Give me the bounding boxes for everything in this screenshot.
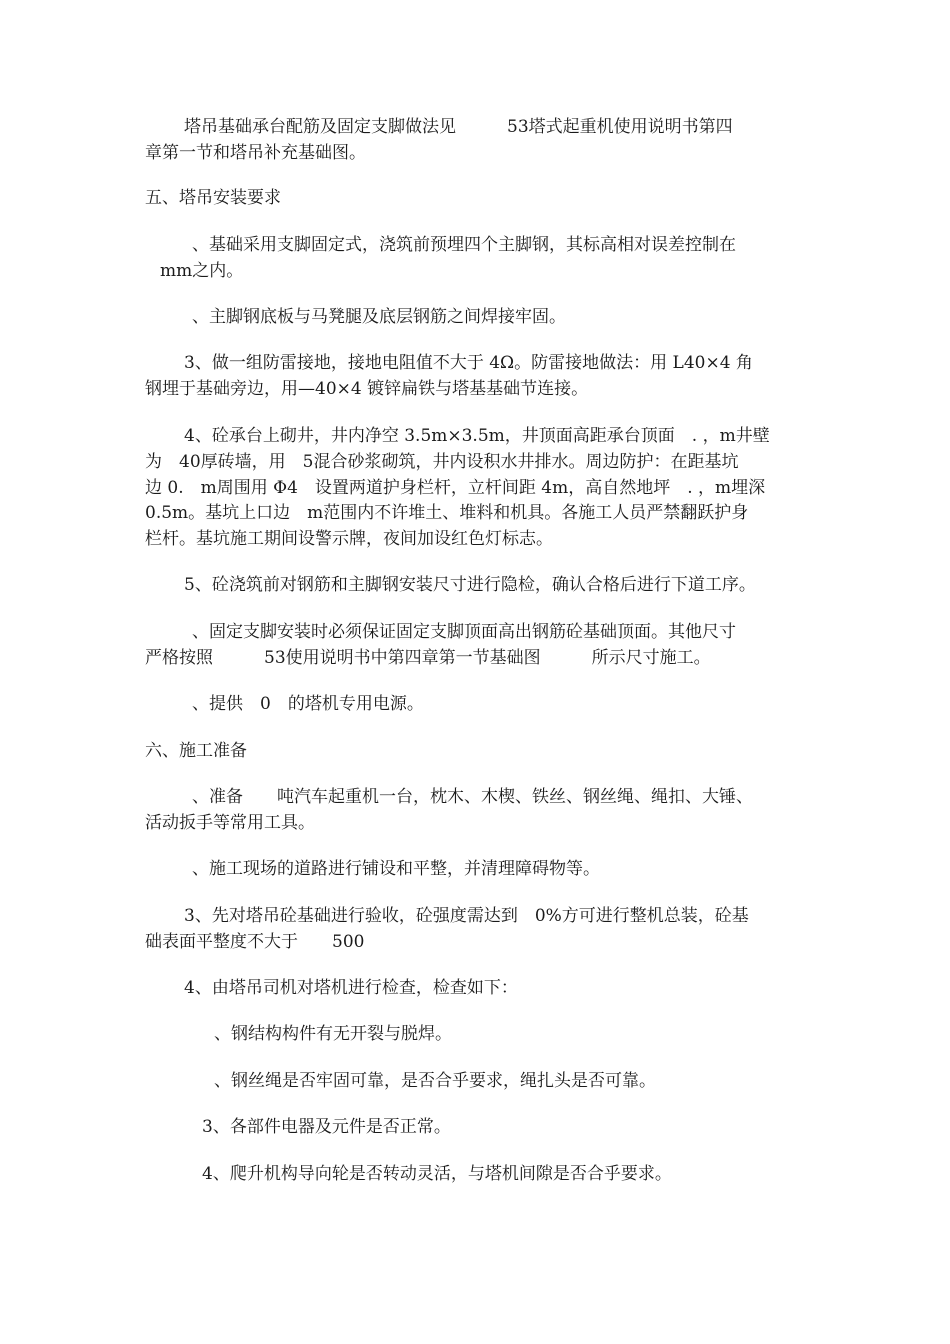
- text-line: 、准备 吨汽车起重机一台，枕木、木楔、铁丝、钢丝绳、绳扣、大锤、: [192, 787, 753, 807]
- section-heading: 六、施工准备: [145, 741, 247, 761]
- text-line: 4、爬升机构导向轮是否转动灵活，与塔机间隙是否合乎要求。: [202, 1164, 672, 1184]
- text-line: 塔吊基础承台配筋及固定支脚做法见 53塔式起重机使用说明书第四: [184, 117, 733, 137]
- text-line: 章第一节和塔吊补充基础图。: [145, 143, 366, 163]
- text-line: 、基础采用支脚固定式，浇筑前预埋四个主脚钢，其标高相对误差控制在: [192, 235, 736, 255]
- text-line: 5、砼浇筑前对钢筋和主脚钢安装尺寸进行隐检，确认合格后进行下道工序。: [184, 575, 756, 595]
- text-line: 、钢结构构件有无开裂与脱焊。: [214, 1024, 452, 1044]
- text-line: 、固定支脚安装时必须保证固定支脚顶面高出钢筋砼基础顶面。其他尺寸: [192, 622, 736, 642]
- text-line: 活动扳手等常用工具。: [145, 813, 315, 833]
- text-line: 0.5m。基坑上口边 m范围内不许堆土、堆料和机具。各施工人员严禁翻跃护身: [145, 503, 749, 523]
- text-line: 边 0. m周围用 Φ4 设置两道护身栏杆，立杆间距 4m，高自然地坪 . ，m埋深: [145, 478, 766, 498]
- text-line: 、主脚钢底板与马凳腿及底层钢筋之间焊接牢固。: [192, 307, 566, 327]
- section-heading: 五、塔吊安装要求: [145, 188, 281, 208]
- text-line: 、钢丝绳是否牢固可靠，是否合乎要求，绳扎头是否可靠。: [214, 1071, 656, 1091]
- text-line: 础表面平整度不大于 500: [145, 932, 365, 952]
- text-line: 钢埋于基础旁边，用—40×4 镀锌扁铁与塔基基础节连接。: [145, 379, 589, 399]
- text-line: 严格按照 53使用说明书中第四章第一节基础图 所示尺寸施工。: [145, 648, 711, 668]
- text-line: 4、由塔吊司机对塔机进行检查，检查如下：: [184, 978, 518, 998]
- text-line: 3、各部件电器及元件是否正常。: [202, 1117, 451, 1137]
- text-line: 、施工现场的道路进行铺设和平整，并清理障碍物等。: [192, 859, 600, 879]
- text-line: 3、做一组防雷接地，接地电阻值不大于 4Ω。防雷接地做法：用 L40×4 角: [184, 353, 753, 373]
- text-line: 3、先对塔吊砼基础进行验收，砼强度需达到 0%方可进行整机总装，砼基: [184, 906, 749, 926]
- text-line: 栏杆。基坑施工期间设警示牌，夜间加设红色灯标志。: [145, 529, 553, 549]
- text-line: 、提供 0 的塔机专用电源。: [192, 694, 424, 714]
- text-line: mm之内。: [160, 261, 244, 281]
- text-line: 为 40厚砖墙，用 5混合砂浆砌筑，井内设积水井排水。周边防护：在距基坑: [145, 452, 739, 472]
- text-line: 4、砼承台上砌井，井内净空 3.5m×3.5m，井顶面高距承台顶面 . ，m井壁: [184, 426, 770, 446]
